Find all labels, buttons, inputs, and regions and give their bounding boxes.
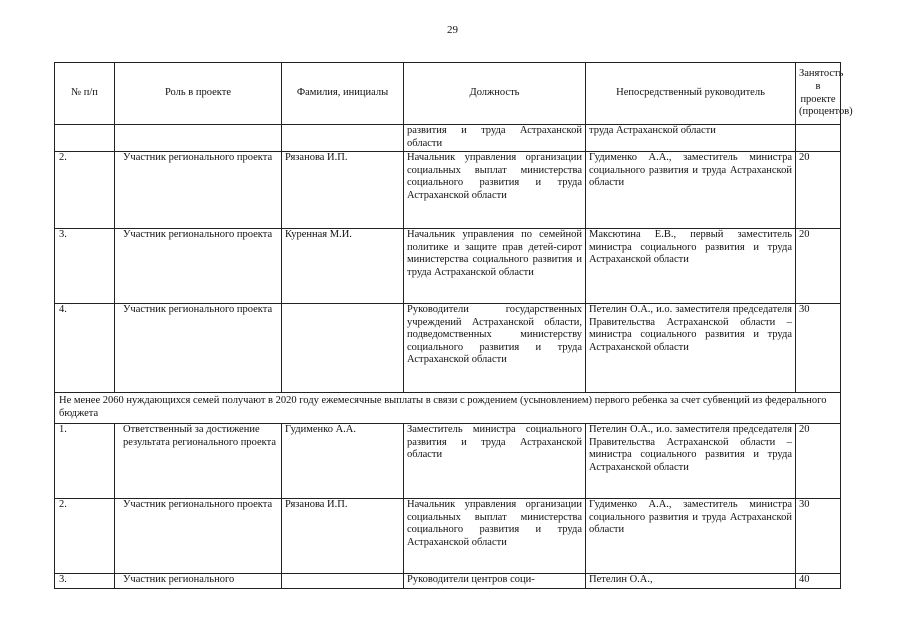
row-name <box>282 574 404 589</box>
header-name: Фамилия, инициалы <box>282 63 404 125</box>
row-load: 30 <box>796 499 841 574</box>
row-role: Участник регионального проекта <box>115 304 282 393</box>
row-role: Ответственный за достижение результата регионального проекта <box>115 424 282 499</box>
row-num <box>55 125 115 152</box>
row-num: 2. <box>55 152 115 229</box>
row-load: 30 <box>796 304 841 393</box>
page-number: 29 <box>447 24 458 36</box>
header-num: № п/п <box>55 63 115 125</box>
row-position: Руководители государственных учреждений Астраханской области, подведомственных министерству социального развития и труда Астраханской области <box>404 304 586 393</box>
row-name: Гудименко А.А. <box>282 424 404 499</box>
section-row <box>55 393 841 424</box>
row-num: 2. <box>55 499 115 574</box>
row-num: 3. <box>55 229 115 304</box>
section-title: Не менее 2060 нуждающихся семей получают в 2020 году ежемесячные выплаты в связи с рождением (усыновлением) первого ребенка за счет субвенций из федерального бюджета <box>55 393 841 424</box>
row-position: Начальник управления организации социальных выплат министерства социального развития и труда Астраханской области <box>404 152 586 229</box>
row-num: 4. <box>55 304 115 393</box>
row-name: Рязанова И.П. <box>282 152 404 229</box>
row-supervisor: Гудименко А.А., заместитель министра социального развития и труда Астраханской области <box>586 499 796 574</box>
row-position: Руководители центров соци- <box>404 574 586 589</box>
row-position: развития и труда Астраханской области <box>404 125 586 152</box>
row-supervisor: Максютина Е.В., первый заместитель министра социального развития и труда Астраханской области <box>586 229 796 304</box>
row-num: 3. <box>55 574 115 589</box>
row-num: 1. <box>55 424 115 499</box>
row-position: Начальник управления по семейной политике и защите прав детей-сирот министерства социального развития и труда Астраханской области <box>404 229 586 304</box>
row-load <box>796 125 841 152</box>
row-load: 20 <box>796 424 841 499</box>
row-role <box>115 125 282 152</box>
row-position: Начальник управления организации социальных выплат министерства социального развития и труда Астраханской области <box>404 499 586 574</box>
row-supervisor: Петелин О.А., <box>586 574 796 589</box>
row-load: 20 <box>796 152 841 229</box>
table-row <box>55 424 841 499</box>
table-row <box>55 574 841 589</box>
table-row <box>55 125 841 152</box>
table-row <box>55 152 841 229</box>
row-supervisor: Петелин О.А., и.о. заместителя председателя Правительства Астраханской области – министра социального развития и труда Астраханской области <box>586 304 796 393</box>
header-supervisor: Непосредственный руководитель <box>586 63 796 125</box>
row-role: Участник регионального проекта <box>115 499 282 574</box>
row-role: Участник регионального проекта <box>115 152 282 229</box>
row-role: Участник регионального <box>115 574 282 589</box>
row-name: Куренная М.И. <box>282 229 404 304</box>
row-supervisor: Петелин О.А., и.о. заместителя председателя Правительства Астраханской области – министра социального развития и труда Астраханской области <box>586 424 796 499</box>
row-name: Рязанова И.П. <box>282 499 404 574</box>
header-role: Роль в проекте <box>115 63 282 125</box>
row-position: Заместитель министра социального развития и труда Астраханской области <box>404 424 586 499</box>
row-role: Участник регионального проекта <box>115 229 282 304</box>
row-name <box>282 304 404 393</box>
row-supervisor: труда Астраханской области <box>586 125 796 152</box>
row-load: 20 <box>796 229 841 304</box>
table-row <box>55 229 841 304</box>
row-load: 40 <box>796 574 841 589</box>
table-header-row <box>55 63 841 125</box>
row-supervisor: Гудименко А.А., заместитель министра социального развития и труда Астраханской области <box>586 152 796 229</box>
table-row <box>55 499 841 574</box>
table-row <box>55 304 841 393</box>
header-load: Занятость в проекте (процентов) <box>796 63 841 125</box>
header-position: Должность <box>404 63 586 125</box>
row-name <box>282 125 404 152</box>
project-team-table <box>54 62 853 589</box>
